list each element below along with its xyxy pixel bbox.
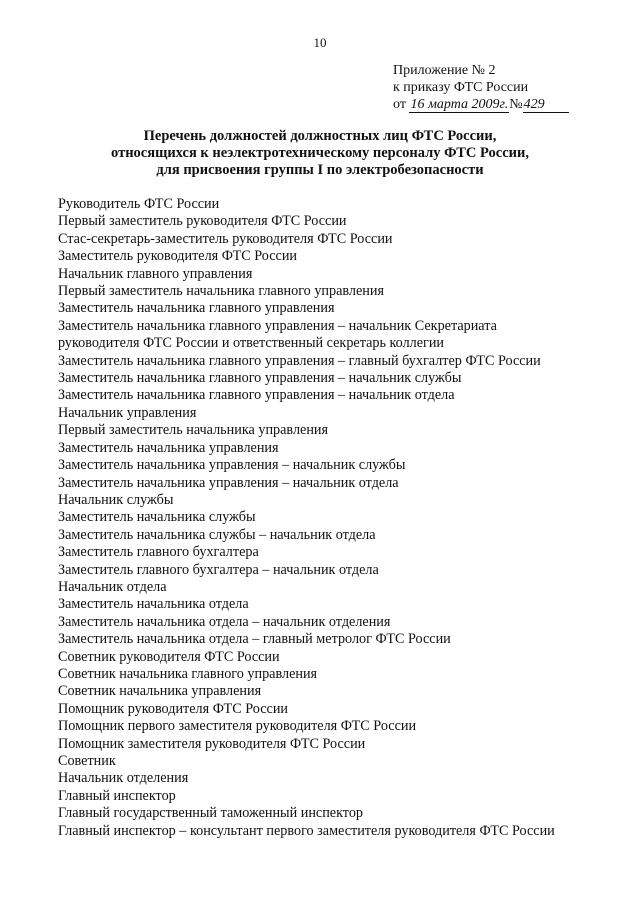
order-date: 16 марта 2009г. bbox=[410, 97, 509, 112]
position-item: Начальник управления bbox=[58, 404, 197, 421]
position-item: Советник начальника управления bbox=[58, 683, 262, 700]
order-from-prefix: от bbox=[393, 97, 406, 112]
position-item: Заместитель начальника отдела – начальник отделения bbox=[58, 613, 391, 630]
position-item: Начальник главного управления bbox=[58, 265, 253, 282]
position-item: Стас-секретарь-заместитель руководителя ФТС России bbox=[58, 230, 393, 247]
position-item: Первый заместитель начальника главного управления bbox=[58, 283, 384, 300]
position-item: Главный инспектор – консультант первого заместителя руководителя ФТС России bbox=[58, 822, 555, 839]
position-item: Заместитель начальника управления – начальник службы bbox=[58, 457, 406, 474]
position-item: Заместитель главного бухгалтера – начальник отдела bbox=[58, 561, 379, 578]
position-item: Первый заместитель начальника управления bbox=[58, 422, 329, 439]
order-number-sign: № bbox=[509, 97, 523, 112]
appendix-order-reference: к приказу ФТС России bbox=[393, 80, 529, 95]
heading-line-2: относящихся к неэлектротехническому персоналу ФТС России, bbox=[111, 145, 529, 161]
position-item: Заместитель начальника главного управления – главный бухгалтер ФТС России bbox=[58, 352, 541, 369]
position-item: Заместитель начальника управления bbox=[58, 439, 279, 456]
position-item: Советник bbox=[58, 753, 116, 769]
position-item: Заместитель начальника главного управления – начальник отдела bbox=[58, 387, 455, 404]
position-item: Начальник отдела bbox=[58, 578, 167, 595]
order-number: 429 bbox=[523, 98, 569, 113]
appendix-block bbox=[393, 62, 569, 113]
position-item: Заместитель руководителя ФТС России bbox=[58, 248, 298, 265]
position-item: Заместитель начальника службы bbox=[58, 509, 256, 526]
position-item: Главный государственный таможенный инспектор bbox=[58, 805, 364, 822]
position-item: Первый заместитель руководителя ФТС России bbox=[58, 213, 347, 230]
position-item: Начальник отделения bbox=[58, 770, 189, 787]
position-item: Заместитель начальника службы – начальник отдела bbox=[58, 526, 376, 543]
positions-list bbox=[58, 196, 618, 840]
position-item: Помощник первого заместителя руководителя ФТС России bbox=[58, 718, 417, 735]
position-item: Заместитель начальника отдела bbox=[58, 596, 249, 613]
position-item: Главный инспектор bbox=[58, 787, 176, 804]
position-item: Заместитель начальника главного управления – начальник Секретариата руководителя ФТС России и ответственный секретарь коллегии bbox=[58, 317, 497, 352]
position-item: Заместитель начальника отдела – главный метролог ФТС России bbox=[58, 631, 451, 648]
appendix-title: Приложение № 2 bbox=[393, 63, 496, 78]
position-item: Советник руководителя ФТС России bbox=[58, 648, 280, 665]
position-item: Помощник руководителя ФТС России bbox=[58, 700, 288, 717]
position-item: Заместитель начальника главного управления bbox=[58, 300, 335, 317]
document-heading bbox=[60, 128, 580, 179]
position-item: Заместитель начальника управления – начальник отдела bbox=[58, 474, 399, 491]
position-item: Советник начальника главного управления bbox=[58, 665, 318, 682]
position-item: Помощник заместителя руководителя ФТС России bbox=[58, 735, 366, 752]
page-number: 10 bbox=[313, 35, 327, 50]
position-item: Начальник службы bbox=[58, 491, 174, 508]
position-item: Заместитель главного бухгалтера bbox=[58, 544, 259, 561]
heading-line-3: для присвоения группы I по электробезопасности bbox=[156, 162, 484, 178]
order-date-line bbox=[393, 96, 569, 113]
heading-line-1: Перечень должностей должностных лиц ФТС России, bbox=[143, 128, 497, 144]
position-item: Руководитель ФТС России bbox=[58, 196, 220, 212]
position-item: Заместитель начальника главного управления – начальник службы bbox=[58, 370, 462, 387]
